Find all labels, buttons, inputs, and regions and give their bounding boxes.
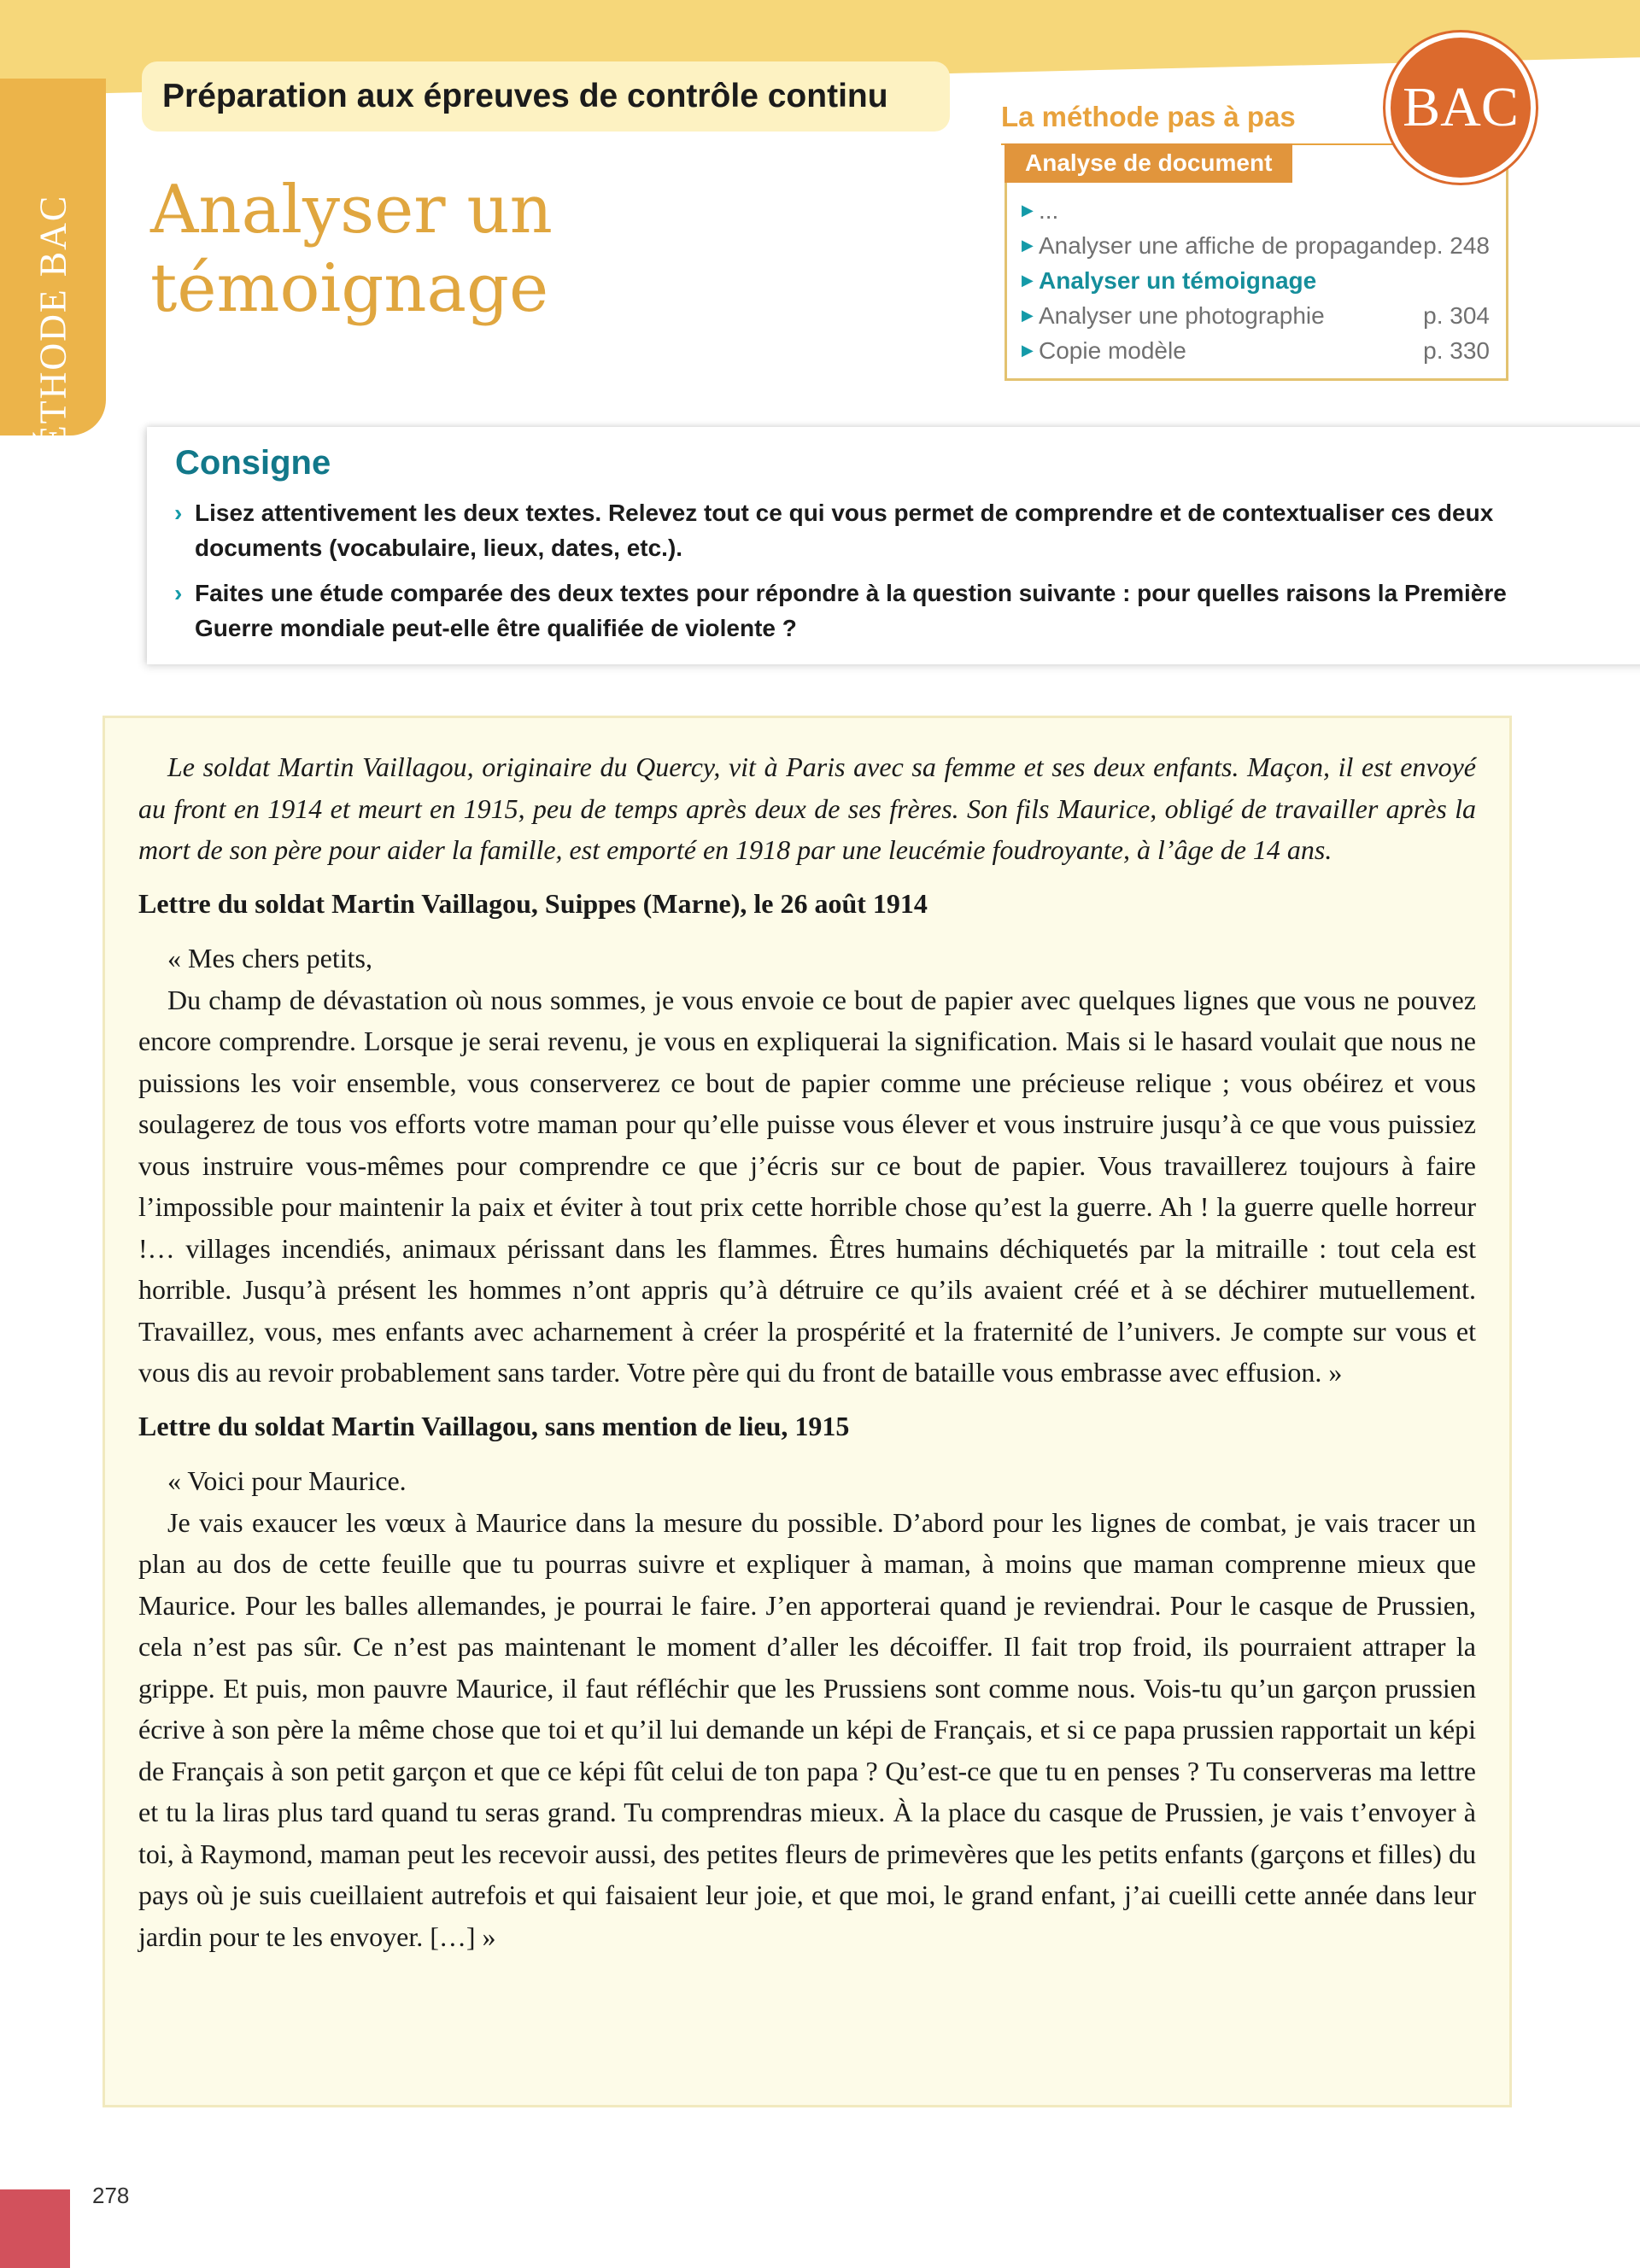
side-tab-label: MÉTHODE BAC	[32, 194, 74, 484]
triangle-right-icon: ▶	[1022, 237, 1034, 254]
method-item-label: Analyser une affiche de propagande	[1039, 231, 1423, 259]
method-item-page: p. 330	[1423, 336, 1490, 364]
method-item-label: Analyser un témoignage	[1039, 266, 1317, 294]
method-item-label: Copie modèle	[1039, 336, 1186, 364]
consigne-title: Consigne	[175, 444, 331, 482]
consigne-item-text: Faites une étude comparée des deux textes pour répondre à la question suivante : pour quelles raisons la Première Guerre mondiale peut-elle être qualifiée de violente ?	[195, 580, 1507, 641]
consigne-list	[174, 495, 1507, 656]
method-item[interactable]	[1022, 228, 1490, 263]
letter-1-body: Du champ de dévastation où nous sommes, je vous envoie ce bout de papier avec quelques lignes que vous ne pouvez encore comprendre. Lorsque je serai revenu, je vous en expliquerai la signification. Mais si le hasard voulait que nous ne puissions les voir ensemble, vous conserverez ce bout de papier comme une précieuse relique ; vous obéirez et vous soulagerez de tous vos efforts votre maman pour qu’elle puisse vous élever et vous instruire jusqu’à ce que vous puissiez vous instruire vous-mêmes pour comprendre ce que j’écris sur ce bout de papier. Vous travaillerez toujours à faire l’impossible pour maintenir la paix et éviter à tout prix cette horrible chose qu’est la guerre. Ah ! la guerre quelle horreur !… villages incendiés, animaux périssant dans les flammes. Êtres humains déchiquetés par la mitraille : tout cela est horrible. Jusqu’à présent les hommes n’ont appris qu’à détruire ce qu’ils avaient créé et à se déchirer mutuellement. Travaillez, vous, mes enfants avec acharnement à créer la prospérité et la fraternité de l’univers. Je compte sur vous et vous dis au revoir probablement sans tarder. Votre père qui du front de bataille vous embrasse avec effusion. »	[138, 984, 1476, 1388]
method-item-current[interactable]	[1022, 263, 1490, 298]
method-item[interactable]	[1022, 193, 1490, 228]
letter-2-greeting: « Voici pour Maurice.	[167, 1465, 407, 1496]
triangle-right-icon: ▶	[1022, 342, 1034, 359]
method-item[interactable]	[1022, 298, 1490, 333]
document-content	[138, 746, 1476, 1957]
method-item-label: Analyser une photographie	[1039, 301, 1325, 329]
page-number-bar	[0, 2189, 70, 2268]
method-list	[1022, 193, 1490, 368]
triangle-right-icon: ▶	[1022, 307, 1034, 324]
letter-1-title: Lettre du soldat Martin Vaillagou, Suippes (Marne), le 26 août 1914	[138, 887, 928, 919]
triangle-right-icon: ▶	[1022, 272, 1034, 289]
document-intro: Le soldat Martin Vaillagou, originaire du Quercy, vit à Paris avec sa femme et ses deux enfants. Maçon, il est envoyé au front en 1914 et meurt en 1915, peu de temps après deux de ses frères. Son fils Maurice, obligé de travailler après la mort de son père pour aider la famille, est emporté en 1918 par une leucémie foudroyante, à l’âge de 14 ans.	[138, 751, 1476, 865]
letter-1-greeting: « Mes chers petits,	[167, 943, 372, 973]
method-item-page: p. 304	[1423, 301, 1490, 329]
page-number: 278	[92, 2183, 130, 2208]
method-item[interactable]	[1022, 333, 1490, 368]
chevron-right-icon: ›	[174, 500, 183, 526]
consigne-item-text: Lisez attentivement les deux textes. Relevez tout ce qui vous permet de comprendre et de contextualiser ces deux documents (vocabulaire, lieux, dates, etc.).	[195, 500, 1494, 561]
side-tab	[0, 79, 106, 484]
consigne-item	[174, 576, 1507, 646]
preparation-label: Préparation aux épreuves de contrôle continu	[142, 61, 950, 132]
chevron-right-icon: ›	[174, 580, 183, 606]
consigne-item	[174, 495, 1507, 565]
triangle-right-icon: ▶	[1022, 202, 1034, 219]
page-title	[150, 171, 851, 328]
method-item-page: p. 248	[1423, 231, 1490, 259]
method-sub-label: Analyse de document	[1004, 143, 1292, 183]
method-heading: La méthode pas à pas	[1001, 101, 1296, 132]
page-title-line-1: Analyser un	[150, 172, 553, 248]
method-item-label: ...	[1039, 196, 1059, 224]
letter-2-body: Je vais exaucer les vœux à Maurice dans la mesure du possible. D’abord pour les lignes de combat, je vais tracer un plan au dos de cette feuille que tu pourras suivre et expliquer à maman, à moins que maman comprenne mieux que Maurice. Pour les balles allemandes, je pourrai le faire. J’en apporterai quand je reviendrai. Pour le casque de Prussien, cela n’est pas sûr. Ce n’est pas maintenant le moment d’aller les décoiffer. Il fait trop froid, ils pourraient attraper la grippe. Et puis, mon pauvre Maurice, il faut réfléchir que les Prussiens sont comme nous. Vois-tu qu’un garçon prussien écrive à son père la même chose que toi et qu’il lui demande un képi de Français, et si ce papa prussien rapportait un képi de Français à son petit garçon et que ce képi fût celui de ton papa ? Qu’est-ce que tu en penses ? Tu conserveras ma lettre et tu la liras plus tard quand tu seras grand. Tu comprendras mieux. À la place du casque de Prussien, je vais t’envoyer à toi, à Raymond, maman peut les recevoir aussi, des petites fleurs de primevères que les petits enfants (garçons et filles) du pays où je suis cueillaient autrefois et qui faisaient leur joie, et que moi, le grand enfant, j’ai cueilli cette année dans leur jardin pour te les envoyer. […] »	[138, 1506, 1476, 1952]
page-title-line-2: témoignage	[150, 250, 549, 327]
letter-2-title: Lettre du soldat Martin Vaillagou, sans mention de lieu, 1915	[138, 1410, 850, 1441]
bac-badge: BAC	[1385, 32, 1536, 183]
